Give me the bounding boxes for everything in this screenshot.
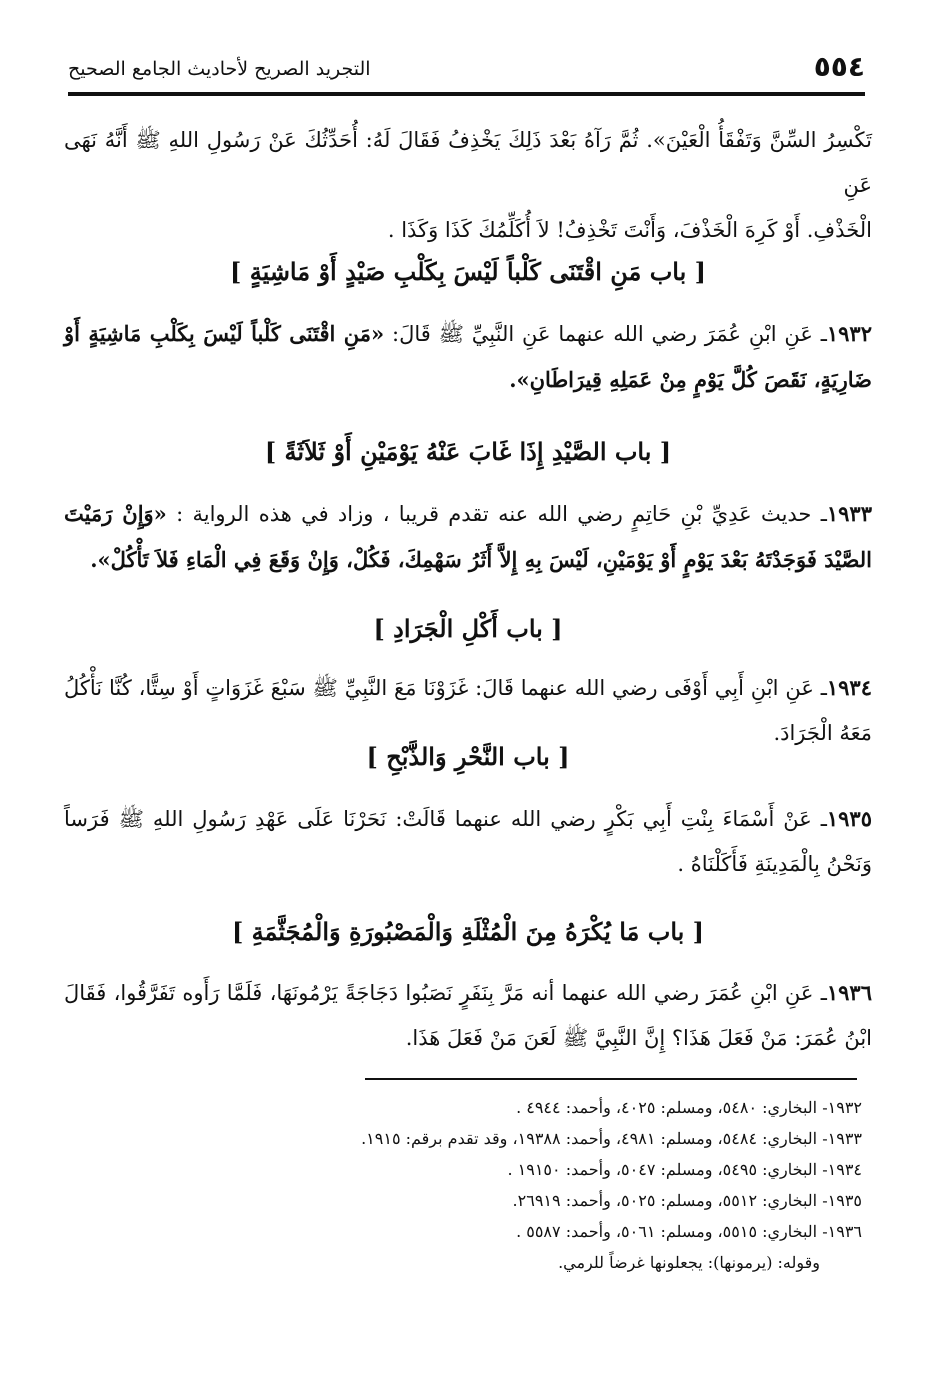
chapter-heading-5 [64, 912, 872, 952]
hadith-1932 [64, 311, 872, 403]
footnotes [230, 1092, 862, 1278]
chapter-heading-3 [64, 609, 872, 649]
page-header [68, 48, 865, 92]
footnote-1932: ١٩٣٢- البخاري: ٥٤٨٠، ومسلم: ٤٠٢٥، وأحمد: ٤٩٤٤ . [516, 1098, 862, 1117]
hadith-narration: ـ حديث عَدِيِّ بْنِ حَاتِمٍ رضي الله عنه تقدم قريبا ، وزاد في هذه الرواية : [166, 502, 827, 526]
header-divider [68, 92, 865, 96]
chapter-heading-text: [ باب مَا يُكْرَهُ مِنَ الْمُثْلَةِ وَالْمَصْبُورَةِ وَالْمُجَثَّمَةِ ] [231, 917, 705, 946]
intro-line-1: تَكْسِرُ السِّنَّ وَتَفْقَأُ الْعَيْنَ». ثُمَّ رَآهُ بَعْدَ ذَلِكَ يَخْذِفُ فَقَالَ لَهُ: أُحَدِّثُكَ عَنْ رَسُولِ اللهِ ﷺ أَنَّهُ نَهَى عَنِ [64, 128, 872, 197]
page-number: ٥٥٤ [813, 50, 865, 83]
hadith-quote: «مَنِ اقْتَنَى كَلْباً لَيْسَ بِكَلْبِ مَاشِيَةٍ أَوْ ضَارِيَةٍ، نَقَصَ كُلَّ يَوْمٍ مِنْ عَمَلِهِ قِيرَاطَانِ». [64, 321, 872, 392]
hadith-1933 [64, 491, 872, 583]
footnote-1934: ١٩٣٤- البخاري: ٥٤٩٥، ومسلم: ٥٠٤٧، وأحمد: ١٩١٥٠ . [507, 1160, 862, 1179]
hadith-quote: «وَإِنْ رَمَيْتَ الصَّيْدَ فَوَجَدْتَهُ بَعْدَ يَوْمٍ أَوْ يَوْمَيْنِ، لَيْسَ بِهِ إِلاَّ أَثَرُ سَهْمِكَ، فَكُلْ، وَإِنْ وَقَعَ فِي الْمَاءِ فَلاَ تَأْكُلْ». [64, 501, 872, 572]
chapter-heading-text: [ باب النَّحْرِ وَالذَّبْحِ ] [366, 742, 570, 771]
chapter-heading-text: [ باب الصَّيْدِ إِذَا غَابَ عَنْهُ يَوْمَيْنِ أَوْ ثَلاَثَةً ] [264, 437, 672, 466]
hadith-number: ١٩٣٦ [826, 980, 872, 1005]
hadith-narration: ـ عَنِ ابْنِ عُمَرَ رضي الله عنهما عَنِ النَّبِيِّ ﷺ قَالَ: [384, 322, 827, 346]
hadith-narration: ـ عَنِ ابْنِ أَبِي أَوْفَى رضي الله عنهما قَالَ: غَزَوْنَا مَعَ النَّبِيِّ ﷺ سَبْعَ غَزَوَاتٍ أَوْ سِتًّا، كُنَّا نَأْكُلُ مَعَهُ الْجَرَادَ. [64, 676, 872, 745]
footnote-1936: ١٩٣٦- البخاري: ٥٥١٥، ومسلم: ٥٠٦١، وأحمد: ٥٥٨٧ . [516, 1222, 862, 1241]
hadith-number: ١٩٣٢ [826, 321, 872, 346]
footnote-divider [365, 1078, 857, 1080]
footnote-gloss: وقوله: (يرمونها): يجعلونها غرضاً للرمي. [558, 1253, 820, 1272]
footnote-1933: ١٩٣٣- البخاري: ٥٤٨٤، ومسلم: ٤٩٨١، وأحمد: ١٩٣٨٨، وقد تقدم برقم: ١٩١٥. [361, 1129, 862, 1148]
hadith-narration: ـ عَنِ ابْنِ عُمَرَ رضي الله عنهما أنه مَرَّ بِنَفَرٍ نَصَبُوا دَجَاجَةً يَرْمُونَهَا، فَلَمَّا رَأَوه تَفَرَّقُوا، فَقَالَ ابْنُ عُمَرَ: مَنْ فَعَلَ هَذَا؟ إِنَّ النَّبِيَّ ﷺ لَعَنَ مَنْ فَعَلَ هَذَا. [64, 981, 872, 1050]
intro-paragraph [64, 118, 872, 253]
hadith-number: ١٩٣٥ [826, 806, 872, 831]
hadith-number: ١٩٣٣ [826, 501, 872, 526]
running-title: التجريد الصريح لأحاديث الجامع الصحيح [68, 58, 371, 80]
chapter-heading-4 [64, 737, 872, 777]
hadith-1936 [64, 970, 872, 1061]
hadith-number: ١٩٣٤ [826, 675, 872, 700]
chapter-heading-text: [ باب أَكْلِ الْجَرَادِ ] [373, 614, 563, 643]
hadith-1935 [64, 796, 872, 887]
footnote-1935: ١٩٣٥- البخاري: ٥٥١٢، ومسلم: ٥٠٢٥، وأحمد: ٢٦٩١٩. [512, 1191, 862, 1210]
chapter-heading-text: [ باب مَنِ اقْتَنَى كَلْباً لَيْسَ بِكَلْبِ صَيْدٍ أَوْ مَاشِيَةٍ ] [230, 257, 706, 286]
chapter-heading-1 [64, 252, 872, 292]
hadith-narration: ـ عَنْ أَسْمَاءَ بِنْتِ أَبِي بَكْرٍ رضي الله عنهما قَالَتْ: نَحَرْنَا عَلَى عَهْدِ رَسُولِ اللهِ ﷺ فَرَساً وَنَحْنُ بِالْمَدِينَةِ فَأَكَلْنَاهُ . [64, 807, 872, 876]
intro-line-2: الْخَذْفِ. أَوْ كَرِهَ الْخَذْفَ، وَأَنْتَ تَخْذِفُ! لاَ أُكَلِّمُكَ كَذَا وَكَذَا . [387, 218, 872, 242]
chapter-heading-2 [64, 432, 872, 472]
